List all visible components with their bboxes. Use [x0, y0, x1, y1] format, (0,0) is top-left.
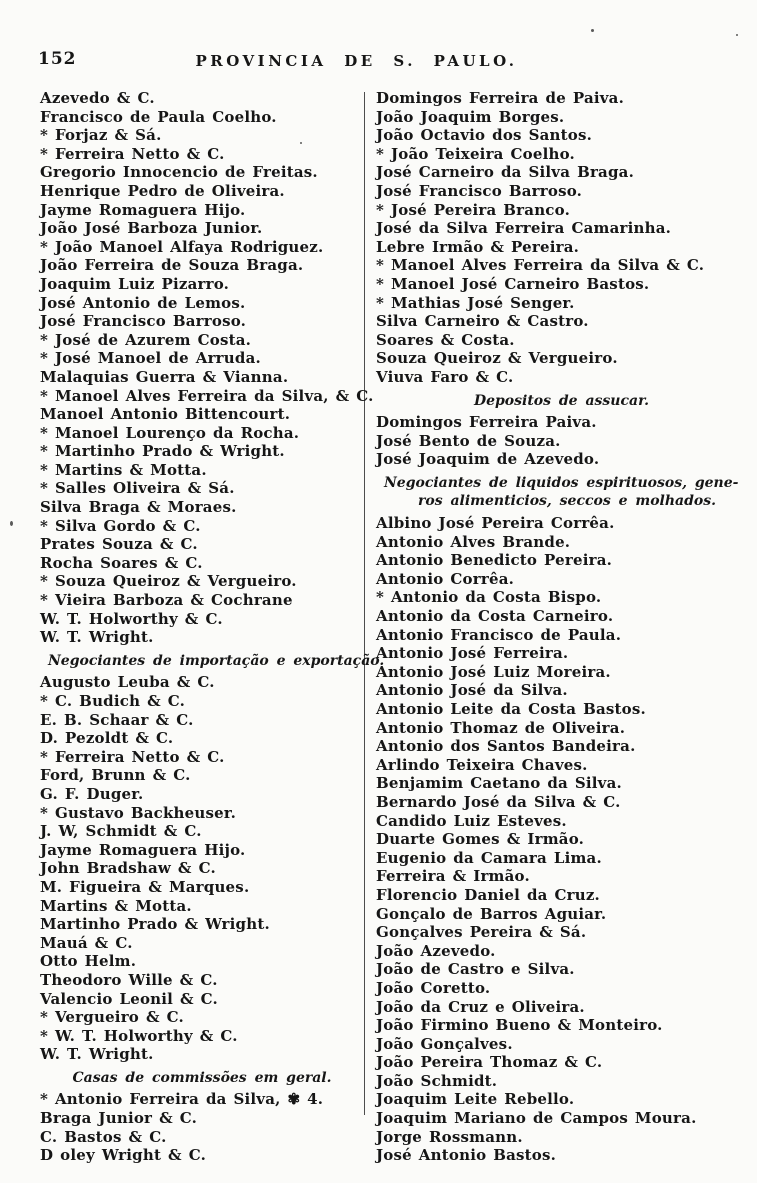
section-heading-line: Casas de commissões em geral.: [72, 1069, 332, 1086]
directory-entry: João José Barboza Junior.: [40, 219, 263, 238]
directory-entry: Theodoro Wille & C.: [40, 970, 218, 989]
directory-entry: Gonçalves Pereira & Sá.: [376, 923, 587, 942]
directory-entry: Eugenio da Camara Lima.: [376, 848, 602, 867]
directory-entry: D oley Wright & C.: [40, 1146, 206, 1165]
directory-entry: Souza Queiroz & Vergueiro.: [376, 349, 618, 368]
directory-entry: * Manoel Alves Ferreira da Silva & C.: [376, 256, 705, 275]
scan-speck: [591, 29, 594, 32]
directory-entry: * João Teixeira Coelho.: [376, 144, 575, 163]
directory-entry: Malaquias Guerra & Vianna.: [40, 367, 289, 386]
directory-entry: Albino José Pereira Corrêa.: [376, 514, 615, 533]
directory-entry: * Ferreira Netto & C.: [40, 747, 225, 766]
directory-entry: João Schmidt.: [376, 1071, 498, 1090]
section-heading: [40, 652, 385, 671]
directory-entry: M. Figueira & Marques.: [40, 877, 250, 896]
directory-entry: * José de Azurem Costa.: [40, 330, 252, 349]
left-column: [40, 89, 385, 1165]
directory-entry: * José Pereira Branco.: [376, 200, 570, 219]
directory-entry: João Azevedo.: [376, 941, 496, 960]
directory-entry: * Antonio Ferreira da Silva, ✾ 4.: [40, 1090, 324, 1109]
directory-entry: Antonio José Luiz Moreira.: [376, 662, 611, 681]
directory-entry: Candido Luiz Esteves.: [376, 811, 567, 830]
directory-entry: * José Manoel de Arruda.: [40, 349, 261, 368]
directory-entry: * Martins & Motta.: [40, 460, 207, 479]
directory-entry: Viuva Faro & C.: [376, 367, 514, 386]
directory-entry: * Manoel José Carneiro Bastos.: [376, 274, 650, 293]
directory-entry: Martinho Prado & Wright.: [40, 915, 270, 934]
section-heading-line: ros alimenticios, seccos e molhados.: [418, 493, 716, 510]
directory-entry: Ferreira & Irmão.: [376, 867, 530, 886]
directory-entry: * Mathias José Senger.: [376, 293, 575, 312]
directory-entry: Antonio Benedicto Pereira.: [376, 551, 613, 570]
directory-entry: Antonio Alves Brande.: [376, 532, 571, 551]
directory-entry: Manoel Antonio Bittencourt.: [40, 405, 291, 424]
section-heading-line: Depositos de assucar.: [473, 392, 650, 409]
section-heading: [376, 392, 747, 411]
directory-entry: Antonio José da Silva.: [376, 681, 568, 700]
directory-entry: João Gonçalves.: [376, 1034, 513, 1053]
directory-entry: João Octavio dos Santos.: [376, 126, 593, 145]
section-heading-line: Negociantes de importação e exportação.: [48, 652, 385, 669]
directory-entry: * Vergueiro & C.: [40, 1008, 184, 1027]
directory-entry: * W. T. Holworthy & C.: [40, 1026, 238, 1045]
directory-entry: Antonio da Costa Carneiro.: [376, 607, 614, 626]
directory-entry: John Bradshaw & C.: [40, 859, 216, 878]
directory-entry: * João Manoel Alfaya Rodriguez.: [40, 237, 324, 256]
directory-entry: Benjamim Caetano da Silva.: [376, 774, 622, 793]
directory-entry: * Salles Oliveira & Sá.: [40, 479, 235, 498]
directory-entry: Joaquim Luiz Pizarro.: [40, 274, 230, 293]
directory-entry: Augusto Leuba & C.: [40, 673, 215, 692]
directory-entry: José Antonio de Lemos.: [40, 293, 246, 312]
directory-entry: G. F. Duger.: [40, 784, 144, 803]
directory-entry: Antonio José Ferreira.: [376, 644, 569, 663]
directory-columns: [40, 89, 747, 1165]
directory-entry: Valencio Leonil & C.: [40, 989, 218, 1008]
page-number: 152: [38, 49, 77, 69]
directory-entry: José da Silva Ferreira Camarinha.: [376, 219, 672, 238]
directory-entry: Antonio Francisco de Paula.: [376, 625, 622, 644]
section-heading-line: Negociantes de liquidos espirituosos, gene-: [384, 474, 739, 491]
directory-entry: Henrique Pedro de Oliveira.: [40, 181, 285, 200]
directory-entry: Soares & Costa.: [376, 330, 515, 349]
directory-entry: Lebre Irmão & Pereira.: [376, 237, 580, 256]
directory-entry: E. B. Schaar & C.: [40, 710, 194, 729]
section-heading: [376, 474, 747, 511]
directory-entry: * Souza Queiroz & Vergueiro.: [40, 572, 297, 591]
directory-entry: Otto Helm.: [40, 952, 137, 971]
section-heading: [40, 1069, 364, 1088]
directory-entry: Bernardo José da Silva & C.: [376, 792, 621, 811]
directory-entry: W. T. Holworthy & C.: [40, 609, 223, 628]
directory-entry: * Martinho Prado & Wright.: [40, 442, 285, 461]
directory-entry: Ford, Brunn & C.: [40, 766, 191, 785]
directory-entry: Domingos Ferreira de Paiva.: [376, 89, 625, 107]
directory-entry: * C. Budich & C.: [40, 692, 186, 710]
directory-entry: Prates Souza & C.: [40, 535, 198, 554]
directory-entry: José Carneiro da Silva Braga.: [376, 163, 634, 182]
directory-entry: * Ferreira Netto & C.: [40, 144, 225, 163]
directory-entry: Jayme Romaguera Hijo.: [40, 200, 246, 219]
directory-entry: João Joaquim Borges.: [376, 107, 565, 126]
directory-entry: Mauá & C.: [40, 933, 133, 952]
directory-entry: Joaquim Leite Rebello.: [376, 1090, 575, 1109]
directory-entry: J. W, Schmidt & C.: [40, 822, 202, 841]
directory-entry: Antonio Thomaz de Oliveira.: [376, 718, 626, 737]
directory-entry: Gonçalo de Barros Aguiar.: [376, 904, 607, 923]
scan-speck: [736, 34, 738, 36]
directory-entry: * Antonio da Costa Bispo.: [376, 588, 602, 607]
directory-entry: Jayme Romaguera Hijo.: [40, 840, 246, 859]
directory-entry: Francisco de Paula Coelho.: [40, 107, 277, 126]
scan-speck: [10, 521, 13, 526]
directory-entry: José Joaquim de Azevedo.: [376, 450, 600, 469]
directory-entry: José Bento de Souza.: [376, 431, 561, 450]
directory-entry: Antonio Corrêa.: [376, 569, 515, 588]
directory-entry: Silva Braga & Moraes.: [40, 498, 237, 517]
directory-entry: Martins & Motta.: [40, 896, 192, 915]
directory-entry: Braga Junior & C.: [40, 1109, 198, 1128]
directory-entry: W. T. Wright.: [40, 628, 154, 647]
running-head: PROVINCIA DE S. PAULO.: [195, 52, 518, 70]
directory-entry: * Vieira Barboza & Cochrane: [40, 591, 293, 610]
directory-entry: João Ferreira de Souza Braga.: [40, 256, 304, 275]
right-column: [364, 89, 747, 1165]
directory-entry: Florencio Daniel da Cruz.: [376, 885, 600, 904]
directory-entry: Domingos Ferreira Paiva.: [376, 413, 597, 432]
directory-entry: W. T. Wright.: [40, 1045, 154, 1064]
directory-entry: José Francisco Barroso.: [40, 312, 247, 331]
directory-entry: Duarte Gomes & Irmão.: [376, 830, 585, 849]
directory-entry: * Gustavo Backheuser.: [40, 803, 237, 822]
directory-entry: José Francisco Barroso.: [376, 181, 583, 200]
directory-entry: Rocha Soares & C.: [40, 553, 203, 572]
directory-entry: * Silva Gordo & C.: [40, 516, 201, 535]
directory-entry: Arlindo Teixeira Chaves.: [376, 755, 588, 774]
directory-entry: João Firmino Bueno & Monteiro.: [376, 1016, 663, 1035]
directory-entry: Joaquim Mariano de Campos Moura.: [376, 1109, 697, 1128]
directory-entry: Azevedo & C.: [40, 89, 155, 107]
directory-entry: Antonio Leite da Costa Bastos.: [376, 700, 646, 718]
directory-entry: João Pereira Thomaz & C.: [376, 1053, 603, 1072]
directory-entry: João Coretto.: [376, 978, 491, 997]
directory-entry: José Antonio Bastos.: [376, 1146, 557, 1165]
directory-entry: * Forjaz & Sá.: [40, 126, 162, 145]
directory-entry: Silva Carneiro & Castro.: [376, 312, 589, 331]
directory-entry: C. Bastos & C.: [40, 1127, 167, 1146]
directory-entry: João de Castro e Silva.: [376, 960, 575, 979]
directory-entry: Jorge Rossmann.: [376, 1127, 523, 1146]
directory-entry: D. Pezoldt & C.: [40, 729, 174, 748]
directory-entry: Antonio dos Santos Bandeira.: [376, 737, 636, 756]
directory-entry: João da Cruz e Oliveira.: [376, 997, 585, 1016]
directory-entry: * Manoel Lourenço da Rocha.: [40, 423, 300, 442]
directory-entry: Gregorio Innocencio de Freitas.: [40, 163, 318, 182]
directory-entry: * Manoel Alves Ferreira da Silva, & C.: [40, 386, 374, 405]
scan-speck: [300, 142, 302, 144]
